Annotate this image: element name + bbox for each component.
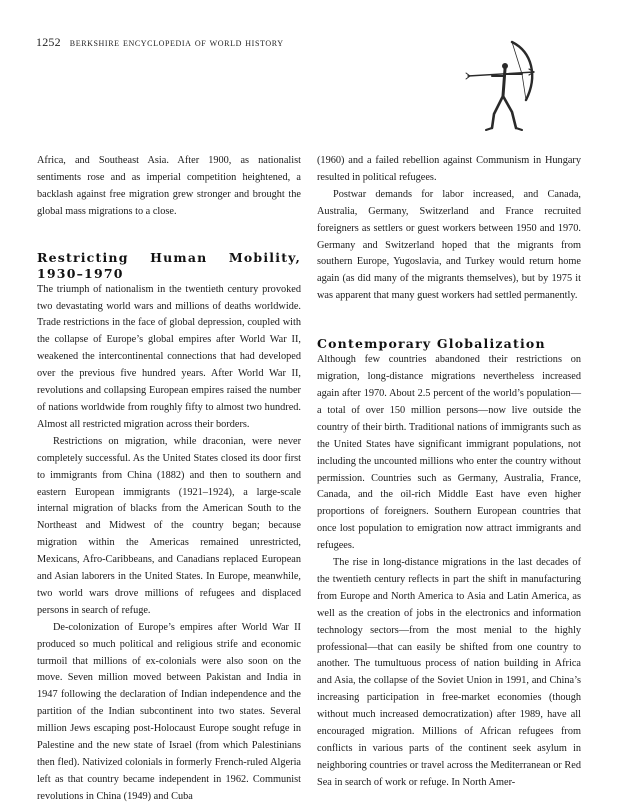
left-column: [37, 153, 301, 806]
paragraph-decolonization: De-colonization of Europe’s empires after World War II produced so much political and religious strife and economic turmoil that millions of ex-colonials were also soon on the move. Seven million moved between Pakistan and India in 1947 following the declaration of Indian independence and the partition of the Indian subcontinent into two states. Several million Jews escaping post-Holocaust Europe sought refuge in Palestine and the new state of Israel (from which Palestinians then fled). Nativized colonials in formerly French-ruled Algeria left as that country became independent in 1962. Communist revolutions in China (1949) and Cuba: [37, 621, 301, 802]
paragraph-intro-continued: Africa, and Southeast Asia. After 1900, as nationalist sentiments rose and as imperial competition heightened, a backlash against free migration grew stronger and brought the global mass migrations to a close.: [37, 155, 301, 217]
page-number: 1252: [36, 35, 61, 49]
paragraph-nationalism: The triumph of nationalism in the twentieth century provoked two devastating world wars and millions of deaths worldwide. Trade restrictions in the face of global depression, coupled with the collapse of Europe’s global empires after World War II, weakened the intercontinental connections that had developed over the previous five hundred years. After World War II, revolutions and collapsing European empires raised the number of nations worldwide from roughly fifty to almost two hundred. Almost all restricted migration across their borders.: [37, 283, 301, 430]
paragraph-long-distance-migrations: Although few countries abandoned their restrictions on migration, long-distance migrations nevertheless increased again after 1970. About 2.5 percent of the world’s population—a total of over 150 million persons—now live outside the country of their birth. Traditional nations of immigrants such as the United States have significant immigrant populations, not including the uncounted millions who enter the country without permission. Countries such as Germany, Australia, France, Canada, and the oil-rich Middle East have even higher proportions of foreigners. Southern European countries that once lost population to emigration now attract immigrants and refugees.: [317, 354, 581, 552]
archer-icon: [462, 38, 552, 138]
section-heading-restricting-human-mobility: Restricting Human Mobility, 1930–1970: [37, 249, 301, 281]
journal-title: berkshire encyclopedia of world history: [69, 37, 284, 49]
paragraph-postwar-labor: Postwar demands for labor increased, and Canada, Australia, Germany, Switzerland and France recruited foreigners as settlers or guest workers between 1950 and 1970. Germany and Switzerland hoped that the migrants from southern Europe, Yugoslavia, and Turkey would return home again (as did many of the migrants themselves), but by 1975 it was apparent that many guest workers had settled permanently.: [317, 188, 581, 302]
paragraph-rise-in-migrations: The rise in long-distance migrations in the last decades of the twentieth century reflects in part the shift in manufacturing from Europe and North America to Asia and Latin America, as well as the creation of jobs in the electronics and information technology sectors—from the most menial to the highly professional—that can easily be shifted from one country to another. The tumultuous process of nation building in Africa and Asia, the collapse of the Soviet Union in 1991, and China’s increasing participation in free-market economies (though without much increased democratization) after 1989, have all encouraged migration. Millions of African refugees from conflicts in various parts of the continent seek asylum in neighboring countries or travel across the Mediterranean or Red Sea in search of work or refuge. In North Amer-: [317, 557, 581, 788]
right-column: [317, 153, 581, 792]
paragraph-hungary-continued: (1960) and a failed rebellion against Communism in Hungary resulted in political refugees.: [317, 155, 581, 183]
section-heading-contemporary-globalization: Contemporary Globalization: [317, 336, 546, 352]
paragraph-restrictions: Restrictions on migration, while draconian, were never completely successful. As the United States closed its door first to immigrants from China (1882) and then to southern and eastern European immigrants (1921–1924), a large-scale internal migration of blacks from the American South to the Northeast and Midwest of the country began; because migration within the Americas remained unrestricted, Mexicans, Afro-Caribbeans, and Canadians replaced European and Asian laborers in the United States. In Europe, meanwhile, two world wars drove millions of refugees and displaced persons in search of refuge.: [37, 435, 301, 616]
running-header: [36, 35, 284, 50]
